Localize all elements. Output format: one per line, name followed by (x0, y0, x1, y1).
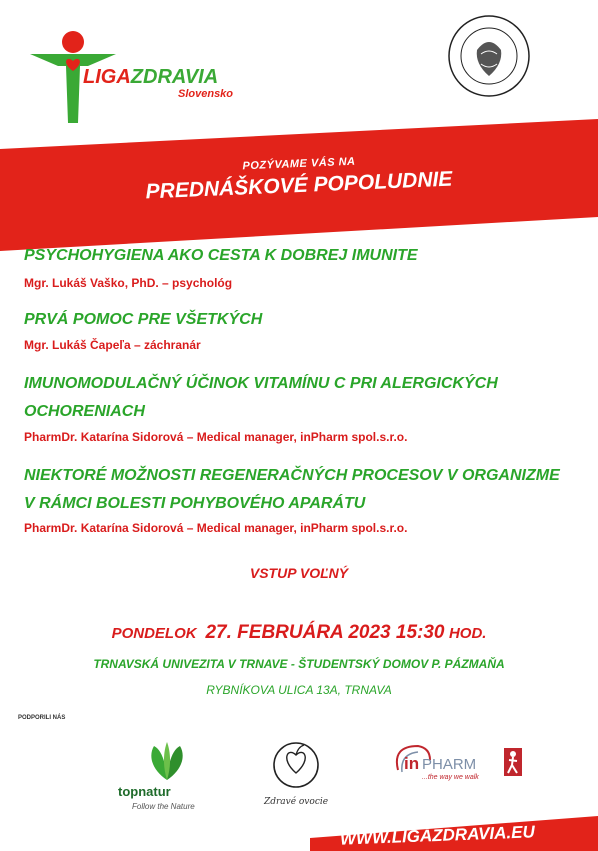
inpharm-pharm-text: PHARM (422, 756, 477, 773)
event-address: RYBNÍKOVA ULICA 13A, TRNAVA (206, 683, 392, 697)
sponsors-label: PODPORILI NÁS (18, 715, 66, 721)
talk-4-title-line2: V RÁMCI BOLESTI POHYBOVÉHO APARÁTU (24, 495, 366, 512)
talk-2-speaker: Mgr. Lukáš Čapeľa – záchranár (24, 338, 201, 352)
inpharm-logo (390, 738, 525, 788)
inpharm-in-text: in (404, 754, 420, 773)
liga-wordmark (83, 66, 218, 89)
topnatur-name: topnatur (118, 784, 171, 799)
apple-icon (271, 735, 321, 791)
event-venue: TRNAVSKÁ UNIVEZITA V TRNAVE - ŠTUDENTSKÝ DOMOV P. PÁZMAŇA (93, 657, 505, 671)
logo-liga-text: LIGA (83, 66, 131, 88)
invite-text: POZÝVAME VÁS NA (242, 155, 356, 173)
talk-2-title: PRVÁ POMOC PRE VŠETKÝCH (24, 311, 263, 328)
logo-zdravia-text: ZDRAVIA (130, 66, 219, 88)
talk-1-title: PSYCHOHYGIENA AKO CESTA K DOBREJ IMUNITE (24, 247, 418, 264)
talk-4-speaker: PharmDr. Katarína Sidorová – Medical manager, inPharm spol.s.r.o. (24, 521, 408, 535)
entry-free-text: VSTUP VOĽNÝ (249, 565, 349, 581)
event-date (0, 622, 598, 644)
talk-3-title-line1: IMUNOMODULAČNÝ ÚČINOK VITAMÍNU C PRI ALERGICKÝCH (24, 375, 498, 392)
event-day: PONDELOK (111, 625, 197, 642)
zdrave-ovocie-text: Zdravé ovocie (263, 797, 329, 807)
university-seal-icon (447, 14, 531, 98)
talk-4-title-line1: NIEKTORÉ MOŽNOSTI REGENERAČNÝCH PROCESOV V ORGANIZME (24, 467, 560, 484)
talk-3-speaker: PharmDr. Katarína Sidorová – Medical manager, inPharm spol.s.r.o. (24, 430, 408, 444)
event-hour-suffix: HOD. (448, 625, 487, 642)
topnatur-tagline: Follow the Nature (132, 802, 195, 811)
inpharm-tagline: ...the way we walk (422, 774, 479, 781)
website-link[interactable]: WWW.LIGAZDRAVIA.EU (339, 822, 536, 849)
logo-subtitle: Slovensko (178, 88, 234, 100)
banner-title: PREDNÁŠKOVÉ POPOLUDNIE (145, 167, 453, 204)
event-datetime: 27. FEBRUÁRA 2023 15:30 (205, 622, 445, 643)
talk-1-speaker: Mgr. Lukáš Vaško, PhD. – psychológ (24, 276, 233, 290)
talk-3-title-line2: OCHORENIACH (24, 403, 145, 420)
walker-icon (504, 748, 522, 776)
leaf-icon (142, 740, 192, 782)
